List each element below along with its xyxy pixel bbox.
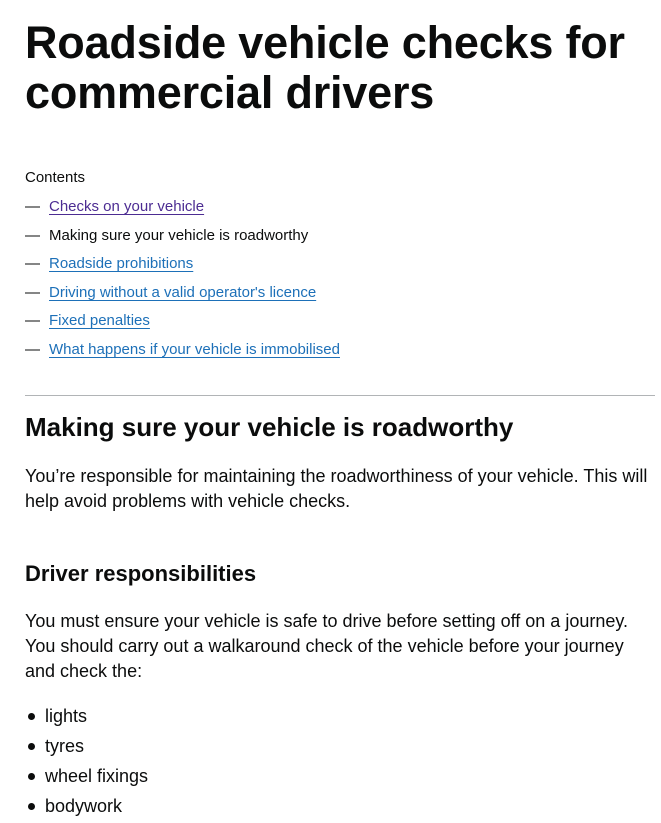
intro-paragraph: You’re responsible for maintaining the roadworthiness of your vehicle. This will help avoid problems with vehicle checks.: [25, 466, 648, 511]
list-item-label: tyres: [45, 736, 85, 756]
list-item: [25, 734, 148, 759]
contents-link-fixed-penalties[interactable]: Fixed penalties: [49, 312, 150, 330]
driver-responsibilities-paragraph: You must ensure your vehicle is safe to drive before setting off on a journey. You should carry out a walkaround check of the vehicle before your journey and check the:: [25, 611, 629, 681]
list-item-label: wheel fixings: [45, 766, 149, 786]
section-heading: Making sure your vehicle is roadworthy: [25, 412, 514, 442]
contents-nav: [25, 168, 645, 369]
contents-link-checks-on-your-vehicle[interactable]: Checks on your vehicle: [49, 198, 205, 215]
dash-marker: —: [25, 226, 40, 244]
bullet-icon: [28, 743, 35, 750]
bullet-icon: [28, 803, 35, 810]
contents-item-fixed-penalties: [25, 311, 645, 331]
page-title: Roadside vehicle checks for commercial drivers: [25, 17, 625, 118]
list-item: [25, 764, 148, 789]
contents-item-checks: [25, 197, 645, 217]
list-item-label: lights: [45, 706, 88, 726]
contents-title: Contents: [25, 169, 86, 186]
dash-marker: —: [25, 255, 40, 273]
contents-item-roadworthy-current: [25, 226, 645, 246]
dash-marker: —: [25, 283, 40, 301]
dash-marker: —: [25, 198, 40, 215]
dash-marker: —: [25, 340, 40, 358]
contents-link-immobilised[interactable]: What happens if your vehicle is immobilised: [49, 340, 340, 358]
contents-item-operator-licence: [25, 283, 645, 303]
list-item: [25, 794, 148, 819]
contents-list: [25, 197, 645, 360]
dash-marker: —: [25, 312, 40, 330]
contents-link-roadside-prohibitions[interactable]: Roadside prohibitions: [49, 255, 194, 273]
walkaround-checklist: [25, 704, 148, 823]
contents-link-operator-licence[interactable]: Driving without a valid operator's licence: [49, 283, 317, 301]
list-item: [25, 704, 148, 729]
contents-item-immobilised: [25, 340, 645, 360]
contents-current-label: Making sure your vehicle is roadworthy: [49, 226, 309, 244]
contents-item-prohibitions: [25, 254, 645, 274]
section-divider: [25, 395, 655, 396]
bullet-icon: [28, 773, 35, 780]
bullet-icon: [28, 713, 35, 720]
driver-responsibilities-heading: Driver responsibilities: [25, 561, 257, 586]
list-item-label: bodywork: [45, 796, 123, 816]
